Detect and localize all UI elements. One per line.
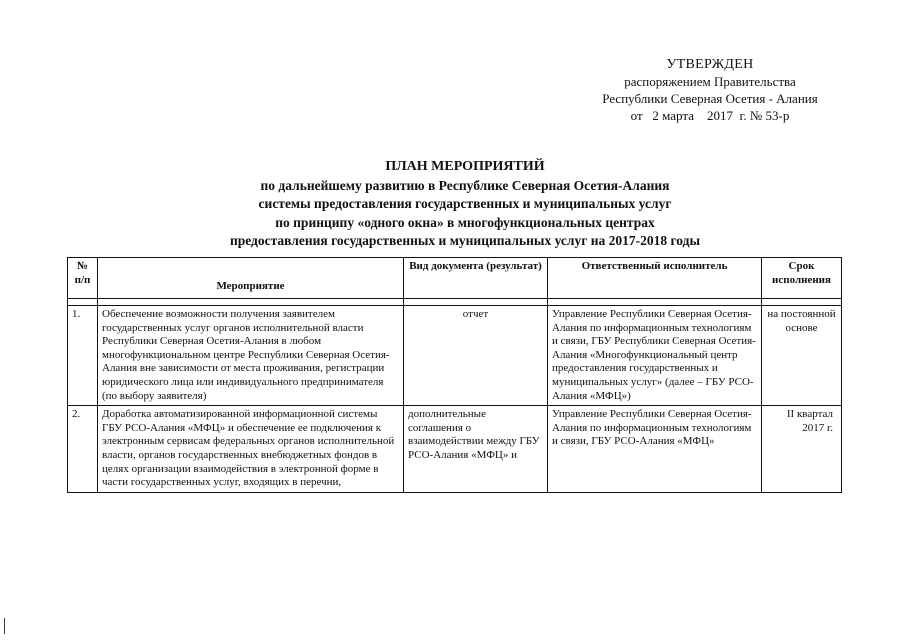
header-event: Мероприятие xyxy=(98,258,404,299)
title-line-2: системы предоставления государственных и муниципальных услуг xyxy=(258,196,672,211)
title-line-1: по дальнейшему развитию в Республике Северная Осетия-Алания xyxy=(260,177,670,193)
title-line-3: по принципу «одного окна» в многофункциональных центрах xyxy=(275,214,655,230)
row-responsible: Управление Республики Северная Осетия-Алания по информационным технологиям и связи, ГБУ РСО-Алания «МФЦ» xyxy=(548,406,762,493)
document-title xyxy=(150,158,780,251)
approval-line-2: Республики Северная Осетия - Алания xyxy=(602,91,818,106)
row-responsible: Управление Республики Северная Осетия-Алания по информационным технологиям и связи, ГБУ Республики Северная Осетия-Алания «Многофункциональный центр предоставления государственных и муниципальных услуг» (далее – ГБУ РСО-Алания «МФЦ») xyxy=(548,306,762,406)
approval-line-3: от 2 марта 2017 г. № 53-р xyxy=(630,108,790,123)
header-term: Срок исполнения xyxy=(762,258,842,299)
row-num: 1. xyxy=(68,306,98,406)
header-doc: Вид документа (результат) xyxy=(404,258,548,299)
margin-mark xyxy=(4,618,5,634)
spacer-row xyxy=(68,299,842,306)
title-main: ПЛАН МЕРОПРИЯТИЙ xyxy=(385,159,545,174)
table-header-row xyxy=(68,258,842,299)
row-event: Доработка автоматизированной информационной системы ГБУ РСО-Алания «МФЦ» и обеспечение ее подключения к электронным сервисам федеральных органов исполнительной власти, органов государственных внебюджетных фондов в целях организации взаимодействия в электронной форме в части государственных услуг, входящих в перечни, xyxy=(98,406,404,493)
table-row xyxy=(68,406,842,493)
row-term: на постоянной основе xyxy=(762,306,842,406)
approval-status: УТВЕРЖДЕН xyxy=(666,57,754,72)
row-term: II квартал 2017 г. xyxy=(762,406,842,493)
row-doc: отчет xyxy=(404,306,548,406)
approval-line-1: распоряжением Правительства xyxy=(624,74,796,89)
row-num: 2. xyxy=(68,406,98,493)
row-doc: дополнительные соглашения о взаимодействии между ГБУ РСО-Алания «МФЦ» и xyxy=(404,406,548,493)
approval-stamp xyxy=(560,56,860,124)
row-event: Обеспечение возможности получения заявителем государственных услуг органов исполнительной власти Республики Северная Осетия-Алания в любом многофункциональном центре Республики Северная Осетия-Алания вне зависимости от места проживания, регистрации юридического лица или индивидуального предпринимателя (по выбору заявителя) xyxy=(98,306,404,406)
header-num: № п/п xyxy=(68,258,98,299)
title-line-4: предоставления государственных и муниципальных услуг на 2017-2018 годы xyxy=(229,233,701,248)
plan-table xyxy=(67,257,842,493)
table-row xyxy=(68,306,842,406)
header-responsible: Ответственный исполнитель xyxy=(548,258,762,299)
